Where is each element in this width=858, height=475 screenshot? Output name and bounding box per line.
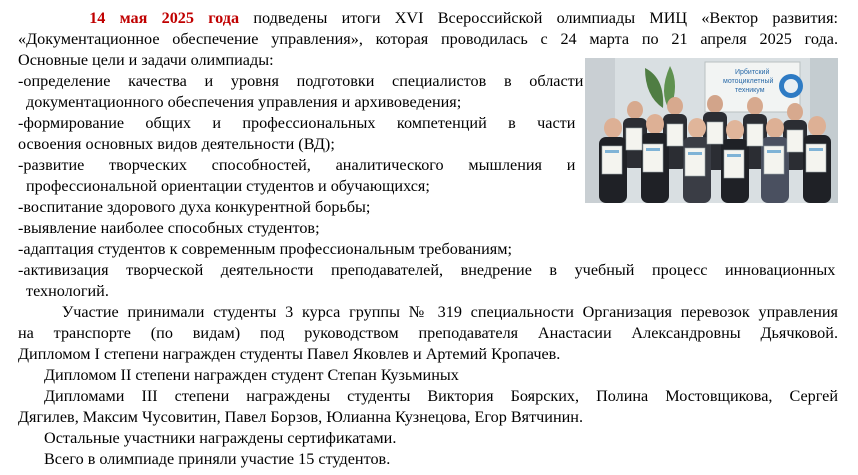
banner-text: техникум [735,87,765,94]
banner-text: мотоциклетный [723,78,774,85]
intro-line-3: Основные цели и задачи олимпиады: [18,51,274,69]
goal-item: -развитие творческих способностей, аналитического мышления и [18,156,576,174]
goal-item: -формирование общих и профессиональных компетенций в части [18,114,576,132]
banner-text: Ирбитский [735,69,770,76]
event-date: 14 мая 2025 года [89,9,240,27]
diploma-3-line-1: Дипломами III степени награждены студенты Виктория Боярских, Полина Мостовщикова, Сергей [44,387,838,405]
goal-item: -выявление наиболее способных студентов; [18,219,320,237]
intro-line-2: «Документационное обеспечение управления», которая проводилась с 24 марта по 21 апреля 2025 года. [18,30,838,48]
intro-line-1: 14 мая 2025 года подведены итоги XVI Всероссийской олимпиады МИЦ «Вектор развития: [89,9,839,27]
group-photo [585,58,838,203]
diploma-2: Дипломом II степени награжден студент Степан Кузьминых [44,366,459,384]
goal-item-cont: документационного обеспечения управления и архивоведения; [26,93,462,111]
goal-item: -определение качества и уровня подготовки специалистов в области [18,72,584,90]
certificates-line: Остальные участники награждены сертификатами. [44,429,397,447]
participants-line-1: Участие принимали студенты 3 курса группы № 319 специальности Организация перевозок управления [61,303,838,321]
diploma-3-line-2: Дягилев, Максим Чусовитин, Павел Борзов, Юлианна Кузнецова, Егор Вятчинин. [18,408,584,426]
goal-item-cont: технологий. [26,282,109,300]
participants-line-2: на транспорте (по видам) под руководством преподавателя Анастасии Александровны Дьячковой. [18,324,838,342]
participants-line-3: Дипломом I степени награжден студенты Павел Яковлев и Артемий Кропачев. [18,345,561,363]
goal-item: -воспитание здорового духа конкурентной борьбы; [18,198,371,216]
group-photo-drawing [585,58,838,203]
goal-item-cont: профессиональной ориентации студентов и обучающихся; [26,177,430,195]
total-line: Всего в олимпиаде приняли участие 15 студентов. [44,450,391,468]
goal-item: -активизация творческой деятельности преподавателей, внедрение в учебный процесс инновационных [18,261,836,279]
goal-item: -адаптация студентов к современным профессиональным требованиям; [18,240,512,258]
goal-item-cont: освоения основных видов деятельности (ВД); [18,135,335,153]
